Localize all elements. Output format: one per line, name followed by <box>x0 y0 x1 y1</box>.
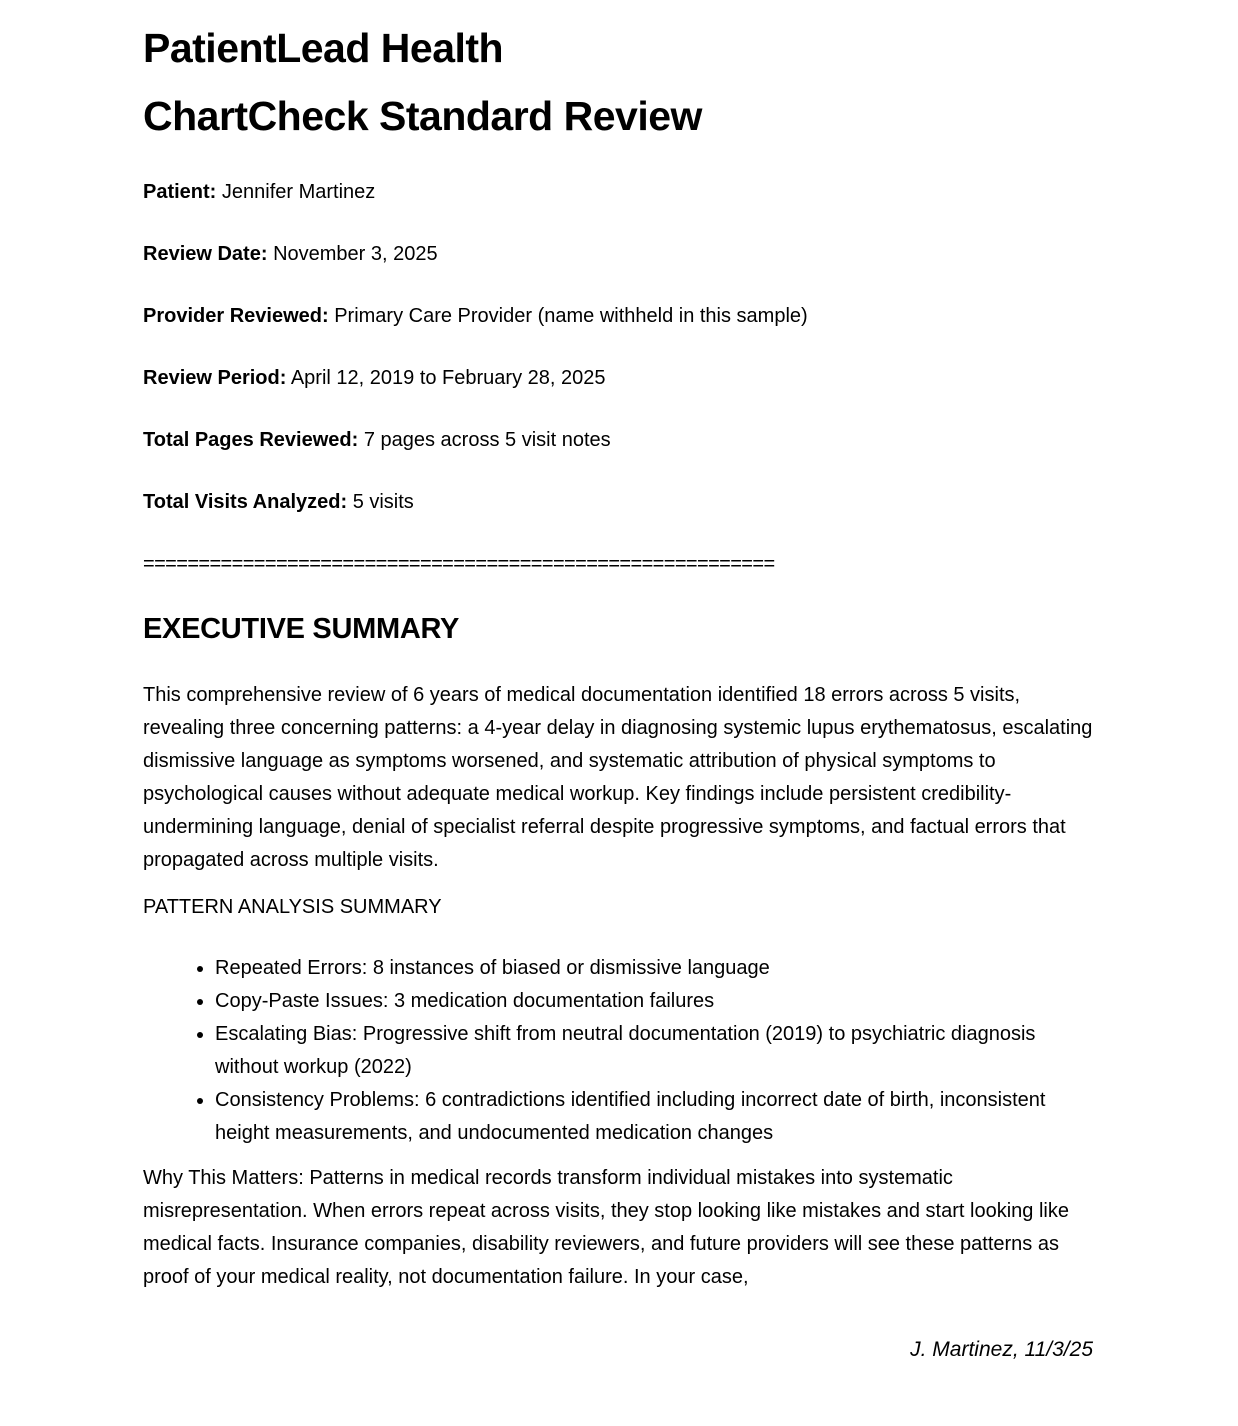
meta-review-period-label: Review Period: <box>143 367 287 389</box>
document-footer-signature: J. Martinez, 11/3/25 <box>910 1338 1093 1361</box>
list-item-consistency-problems: • Consistency Problems: 6 contradictions identified including incorrect date of birth, inconsistent height measurements, and undocumented medication changes <box>215 1084 1093 1150</box>
meta-total-visits-label: Total Visits Analyzed: <box>143 491 348 513</box>
executive-summary-heading: EXECUTIVE SUMMARY <box>143 613 460 645</box>
executive-summary-paragraph: This comprehensive review of 6 years of medical documentation identified 18 errors across 5 visits, revealing three concerning patterns: a 4-year delay in diagnosing systemic lupus erythematosus, escalating dismissive language as symptoms worsened, and systematic attribution of physical symptoms to psychological causes without adequate medical workup. Key findings include persistent credibility-undermining language, denial of specialist referral despite progressive symptoms, and factual errors that propagated across multiple visits. <box>143 684 1093 871</box>
meta-review-date <box>143 238 1093 271</box>
meta-total-pages <box>143 424 1093 457</box>
meta-patient-value: Jennifer Martinez <box>221 181 376 203</box>
meta-review-date-label: Review Date: <box>143 243 268 265</box>
meta-provider-reviewed-label: Provider Reviewed: <box>143 305 329 327</box>
pattern-analysis-list <box>143 952 1093 1150</box>
meta-review-date-value: November 3, 2025 <box>273 243 438 265</box>
document-title-line-2: ChartCheck Standard Review <box>143 93 702 139</box>
meta-total-visits-value: 5 visits <box>352 491 414 513</box>
meta-total-pages-value: 7 pages across 5 visit notes <box>363 429 611 451</box>
metadata-block <box>143 176 1093 519</box>
section-divider: ========================================================= <box>143 553 775 575</box>
list-item-copy-paste-issues: • Copy-Paste Issues: 3 medication documentation failures <box>215 985 1093 1018</box>
meta-review-period <box>143 362 1093 395</box>
meta-total-pages-label: Total Pages Reviewed: <box>143 429 359 451</box>
meta-patient <box>143 176 1093 209</box>
meta-provider-reviewed <box>143 300 1093 333</box>
meta-total-visits <box>143 486 1093 519</box>
meta-provider-reviewed-value: Primary Care Provider (name withheld in this sample) <box>334 305 808 327</box>
document-title <box>143 14 1093 150</box>
document-title-line-1: PatientLead Health <box>143 25 504 71</box>
pattern-analysis-subheading: PATTERN ANALYSIS SUMMARY <box>143 896 442 918</box>
why-this-matters-paragraph: Why This Matters: Patterns in medical records transform individual mistakes into systematic misrepresentation. When errors repeat across visits, they stop looking like mistakes and start looking like medical facts. Insurance companies, disability reviewers, and future providers will see these patterns as proof of your medical reality, not documentation failure. In your case, <box>143 1167 1069 1288</box>
list-item-repeated-errors: • Repeated Errors: 8 instances of biased or dismissive language <box>215 952 1093 985</box>
meta-review-period-value: April 12, 2019 to February 28, 2025 <box>290 367 606 389</box>
meta-patient-label: Patient: <box>143 181 217 203</box>
list-item-escalating-bias: • Escalating Bias: Progressive shift from neutral documentation (2019) to psychiatric diagnosis without workup (2022) <box>215 1018 1093 1084</box>
